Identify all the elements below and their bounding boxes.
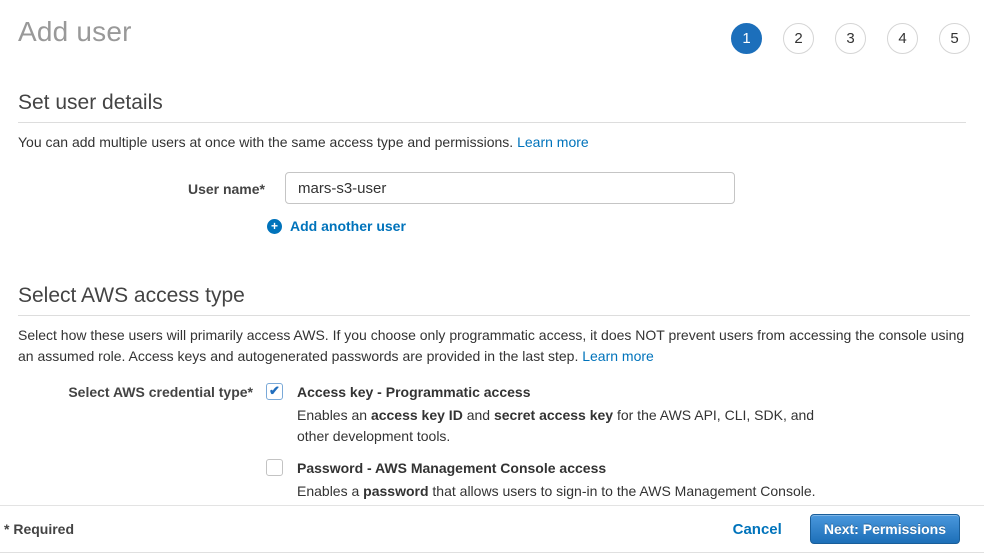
- add-another-user-button[interactable]: [267, 218, 406, 234]
- desc-bold: access key ID: [370, 407, 463, 423]
- desc-bold: secret access key: [493, 407, 614, 423]
- user-details-description-text: You can add multiple users at once with the same access type and permissions.: [18, 134, 518, 150]
- user-details-description: [18, 132, 966, 153]
- access-key-option: [253, 383, 831, 447]
- user-details-section: [18, 91, 966, 235]
- credential-type-label: Select AWS credential type*: [68, 384, 253, 400]
- desc-part: Enables a: [297, 483, 364, 499]
- desc-part: Enables an: [297, 407, 371, 423]
- access-key-option-description: [297, 405, 831, 447]
- password-option-title: Password - AWS Management Console access: [297, 460, 607, 476]
- wizard-step-indicator: [731, 23, 970, 54]
- access-type-description-text: Select how these users will primarily access AWS. If you choose only programmatic access, it does NOT prevent users from accessing the console using an assumed role. Access keys and autogenerated passwords are provided in the last step.: [18, 327, 965, 364]
- required-note: * Required: [4, 521, 75, 537]
- next-permissions-button[interactable]: Next: Permissions: [810, 514, 960, 544]
- credential-options: [253, 383, 831, 502]
- username-input[interactable]: [285, 172, 735, 204]
- page-title: Add user: [18, 16, 132, 47]
- user-details-heading: Set user details: [18, 91, 966, 123]
- access-key-checkbox[interactable]: [266, 383, 283, 400]
- password-option-body: [297, 459, 816, 502]
- desc-bold: password: [363, 483, 429, 499]
- password-checkbox[interactable]: [266, 459, 283, 476]
- add-another-user-label: Add another user: [290, 218, 406, 234]
- plus-circle-icon: +: [267, 219, 282, 234]
- access-key-option-title: Access key - Programmatic access: [297, 384, 531, 400]
- footer-actions: [733, 514, 960, 544]
- wizard-step-5[interactable]: 5: [939, 23, 970, 54]
- learn-more-link-access-type[interactable]: Learn more: [582, 348, 654, 364]
- access-key-option-body: [297, 383, 831, 447]
- username-form-row: [18, 172, 966, 204]
- desc-part: for the AWS API, CLI, SDK, and other development tools.: [297, 407, 815, 444]
- password-option-description: [297, 481, 816, 502]
- cancel-button[interactable]: Cancel: [732, 520, 782, 538]
- username-label: User name*: [187, 181, 265, 197]
- wizard-step-4[interactable]: 4: [887, 23, 918, 54]
- wizard-step-2[interactable]: 2: [783, 23, 814, 54]
- credential-type-row: [18, 383, 966, 502]
- desc-part: and: [462, 407, 494, 423]
- wizard-step-1[interactable]: 1: [731, 23, 762, 54]
- access-type-section: [18, 284, 966, 502]
- page-header: [0, 0, 984, 58]
- wizard-footer: [0, 505, 984, 553]
- learn-more-link-user-details[interactable]: Learn more: [517, 134, 589, 150]
- wizard-step-3[interactable]: 3: [835, 23, 866, 54]
- access-type-heading: Select AWS access type: [18, 284, 970, 316]
- desc-part: that allows users to sign-in to the AWS Management Console.: [428, 483, 816, 499]
- access-type-description: [18, 325, 976, 367]
- password-option: [253, 459, 831, 502]
